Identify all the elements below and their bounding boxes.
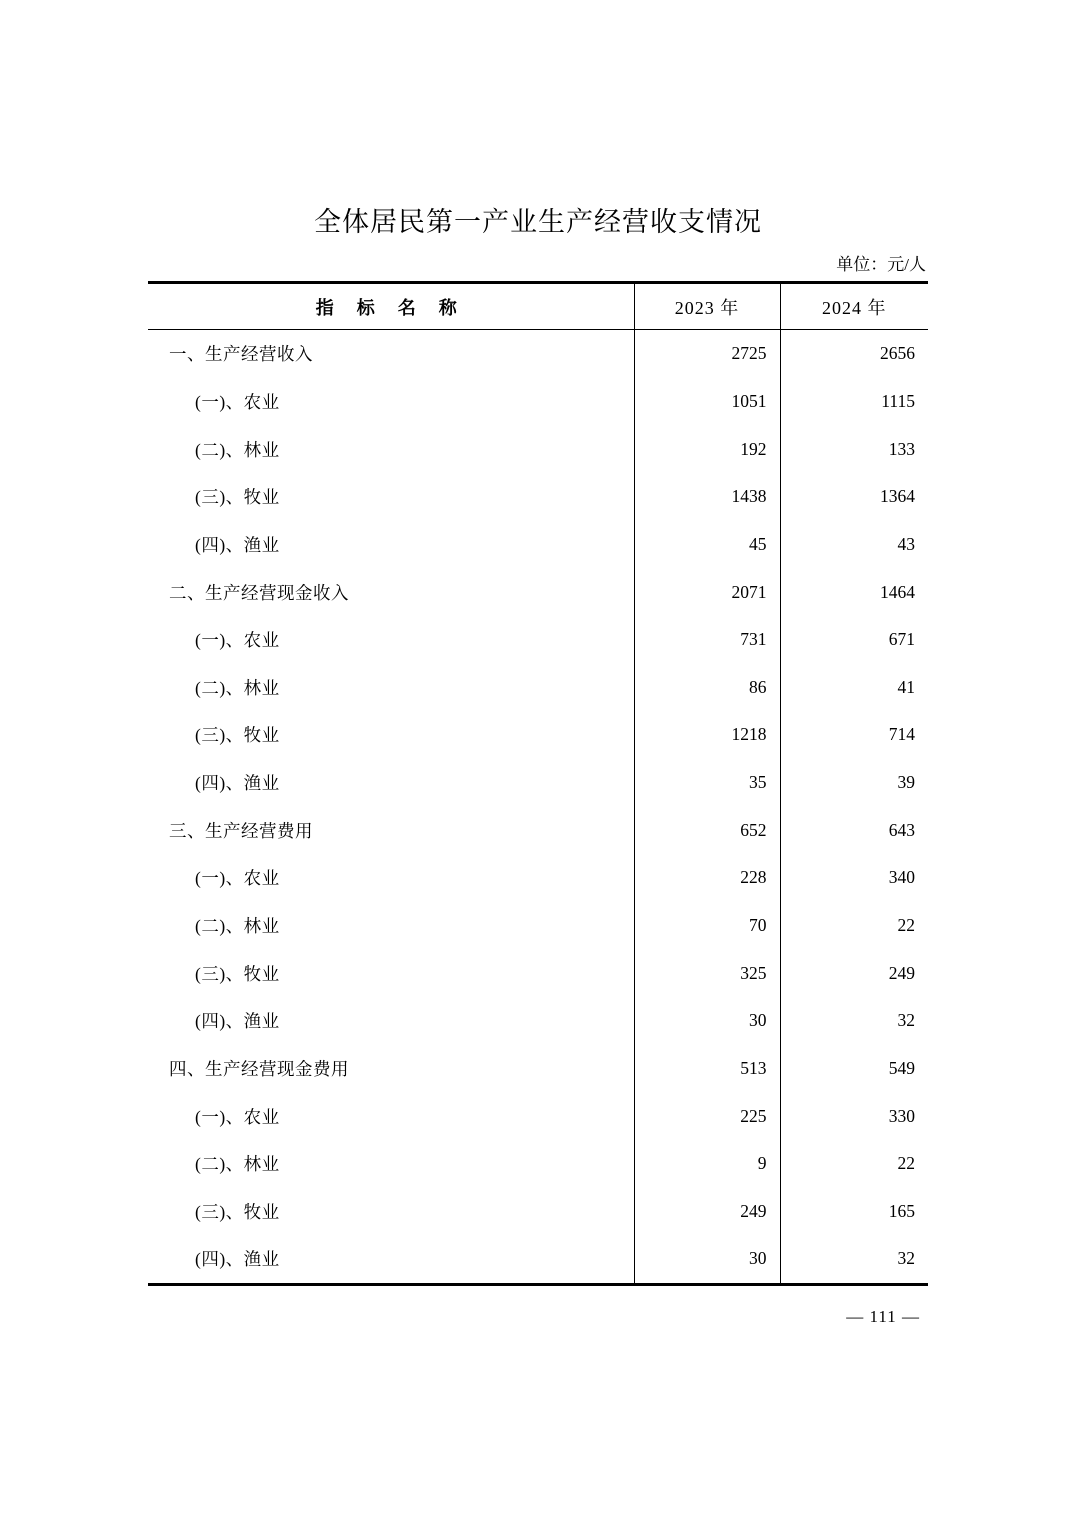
row-value-2024: 549	[888, 1057, 915, 1078]
row-value-2024: 32	[897, 1010, 915, 1031]
row-label: 三、生产经营费用	[148, 806, 634, 854]
row-value-2024: 32	[897, 1248, 915, 1269]
page-title: 全体居民第一产业生产经营收支情况	[314, 207, 762, 237]
row-value-2023: 2725	[634, 330, 780, 378]
row-value-2023: 30	[634, 997, 780, 1045]
row-value-2024: 714	[888, 724, 915, 745]
row-value-2024: 1464	[880, 581, 915, 602]
table-header-row	[148, 283, 928, 330]
row-label: (二)、林业	[148, 425, 634, 473]
table-row	[148, 568, 928, 616]
row-value-2023: 652	[634, 806, 780, 854]
header-cell-indicator: 指 标 名 称	[148, 283, 634, 330]
row-value-2023: 9	[634, 1140, 780, 1188]
row-value-2024: 1115	[881, 390, 915, 411]
table-row	[148, 1045, 928, 1093]
row-value-2024: 340	[888, 867, 915, 888]
row-value-2023: 1438	[634, 473, 780, 521]
row-value-2023: 513	[634, 1045, 780, 1093]
row-label: (四)、渔业	[148, 521, 634, 569]
header-cell-2024: 2024 年	[780, 283, 928, 330]
table-row	[148, 1188, 928, 1236]
row-label: (一)、农业	[148, 854, 634, 902]
table-row	[148, 997, 928, 1045]
table-row	[148, 473, 928, 521]
table-row	[148, 1235, 928, 1284]
row-value-2024: 643	[888, 819, 915, 840]
row-label: (四)、渔业	[148, 759, 634, 807]
row-value-2024: 22	[897, 915, 915, 935]
row-value-2023: 228	[634, 854, 780, 902]
table-row	[148, 425, 928, 473]
header-cell-2023: 2023 年	[634, 283, 780, 330]
table-row	[148, 711, 928, 759]
row-value-2023: 1218	[634, 711, 780, 759]
row-value-2023: 35	[634, 759, 780, 807]
content-area	[148, 0, 928, 1327]
table-row	[148, 806, 928, 854]
row-label: 二、生产经营现金收入	[148, 568, 634, 616]
row-value-2024: 671	[888, 629, 915, 650]
row-value-2024: 43	[897, 533, 915, 554]
row-value-2024: 22	[897, 1153, 915, 1174]
row-label: (三)、牧业	[148, 711, 634, 759]
table-row	[148, 759, 928, 807]
page-number: — 111 —	[846, 1306, 920, 1326]
row-value-2024: 165	[888, 1200, 915, 1221]
row-value-2024: 41	[897, 676, 915, 697]
row-label: (三)、牧业	[148, 949, 634, 997]
row-value-2024: 249	[888, 962, 915, 983]
table-row	[148, 330, 928, 378]
row-value-2023: 1051	[634, 378, 780, 426]
row-value-2023: 70	[634, 902, 780, 950]
row-value-2023: 192	[634, 425, 780, 473]
row-value-2024: 330	[888, 1105, 915, 1126]
row-label: (一)、农业	[148, 616, 634, 664]
data-table	[148, 281, 928, 1286]
row-label: (三)、牧业	[148, 1188, 634, 1236]
row-value-2023: 325	[634, 949, 780, 997]
row-label: 四、生产经营现金费用	[148, 1045, 634, 1093]
row-value-2024: 1364	[880, 486, 915, 507]
row-value-2024: 133	[888, 438, 915, 459]
row-value-2023: 2071	[634, 568, 780, 616]
row-label: (一)、农业	[148, 378, 634, 426]
row-value-2023: 86	[634, 663, 780, 711]
table-row	[148, 854, 928, 902]
row-value-2024: 2656	[880, 343, 915, 364]
table-row	[148, 1140, 928, 1188]
row-value-2023: 45	[634, 521, 780, 569]
table-row	[148, 521, 928, 569]
row-value-2024: 39	[897, 772, 915, 793]
row-label: (二)、林业	[148, 902, 634, 950]
table-row	[148, 949, 928, 997]
row-label: 一、生产经营收入	[148, 330, 634, 378]
row-label: (二)、林业	[148, 663, 634, 711]
row-label: (三)、牧业	[148, 473, 634, 521]
row-value-2023: 249	[634, 1188, 780, 1236]
row-label: (四)、渔业	[148, 1235, 634, 1284]
row-value-2023: 225	[634, 1092, 780, 1140]
table-row	[148, 378, 928, 426]
row-label: (二)、林业	[148, 1140, 634, 1188]
table-row	[148, 1092, 928, 1140]
row-label: (四)、渔业	[148, 997, 634, 1045]
row-value-2023: 731	[634, 616, 780, 664]
table-row	[148, 902, 928, 950]
table-row	[148, 616, 928, 664]
row-value-2023: 30	[634, 1235, 780, 1284]
table-row	[148, 663, 928, 711]
unit-label: 单位：元/人	[836, 255, 926, 274]
row-label: (一)、农业	[148, 1092, 634, 1140]
